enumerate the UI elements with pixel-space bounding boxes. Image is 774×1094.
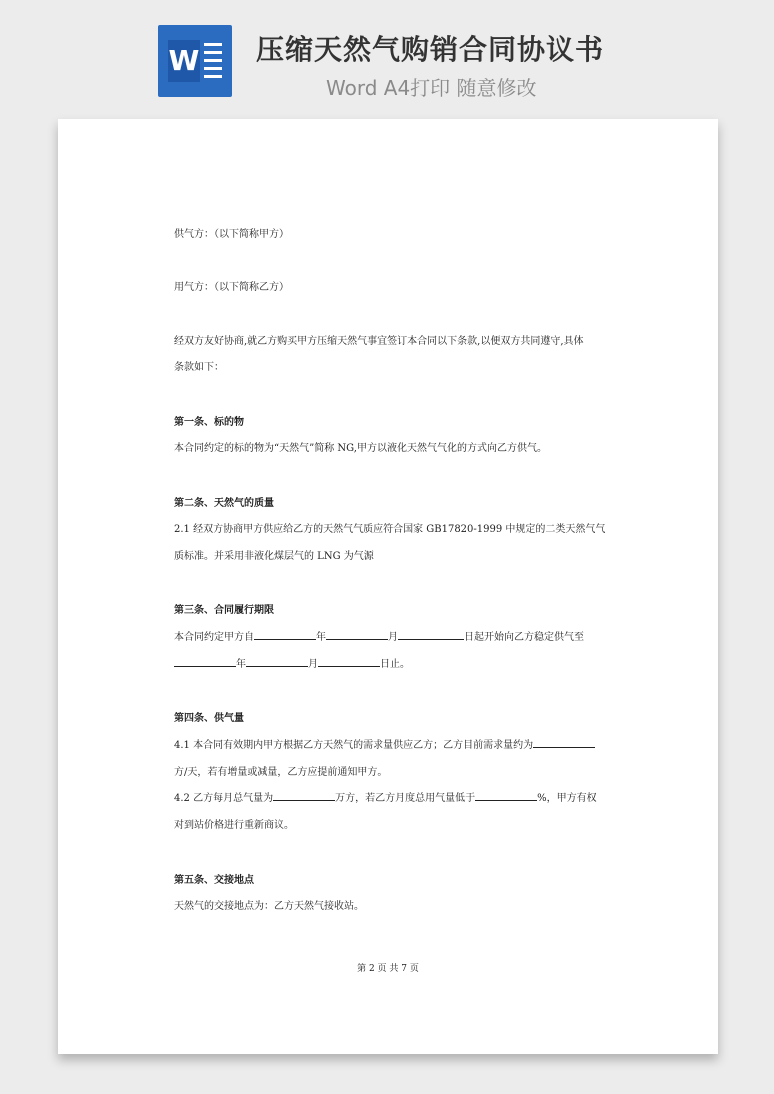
blank-field[interactable] (475, 790, 537, 801)
page-footer: 第 2 页 共 7 页 (357, 964, 419, 974)
article-3-year-end: 年 (236, 659, 246, 670)
article-3-text-b: 日起开始向乙方稳定供气至 (464, 632, 584, 643)
article-4-2-text-b: 万方，若乙方月度总用气量低于 (335, 793, 476, 804)
document-page (58, 119, 718, 1054)
watermark (90, 479, 114, 508)
article-3-text-a: 本合同约定甲方自 (174, 632, 254, 643)
blank-field[interactable] (318, 656, 380, 667)
article-4-2-text-a: 4.2 乙方每月总气量为 (174, 793, 274, 804)
intro-line-1: 经双方友好协商,就乙方购买甲方压缩天然气事宜签订本合同以下条款,以便双方共同遵守,具体 (174, 336, 584, 347)
article-5-body: 天然气的交接地点为：乙方天然气接收站。 (174, 901, 364, 912)
article-1-title: 第一条、标的物 (174, 417, 244, 428)
blank-field[interactable] (174, 656, 236, 667)
article-4-title: 第四条、供气量 (174, 713, 244, 724)
article-2-title: 第二条、天然气的质量 (174, 498, 274, 509)
blank-field[interactable] (398, 629, 464, 640)
article-4-2-line-2: 对到站价格进行重新商议。 (174, 820, 294, 831)
word-logo-letter: W (168, 40, 200, 82)
page-subtitle: Word A4打印 随意修改 (326, 76, 537, 100)
article-4-1-line-1 (174, 736, 595, 751)
blank-field[interactable] (254, 629, 316, 640)
article-4-1-text: 4.1 本合同有效期内甲方根据乙方天然气的需求量供应乙方；乙方目前需求量约为 (174, 740, 534, 751)
word-logo-lines (204, 43, 222, 83)
article-3-year: 年 (316, 632, 326, 643)
article-2-body-2: 质标准。并采用非液化煤层气的 LNG 为气源 (174, 551, 374, 562)
article-5-title: 第五条、交接地点 (174, 875, 254, 886)
article-3-day-end: 日止。 (380, 659, 410, 670)
article-3-month-end: 月 (308, 659, 318, 670)
blank-field[interactable] (273, 790, 335, 801)
article-4-2-line-1 (174, 789, 597, 804)
word-icon (158, 25, 232, 97)
header (0, 0, 774, 118)
article-3-title: 第三条、合同履行期限 (174, 605, 274, 616)
article-3-month: 月 (388, 632, 398, 643)
intro-line-2: 条款如下： (174, 362, 224, 373)
blank-field[interactable] (326, 629, 388, 640)
article-3-line-2 (174, 655, 410, 670)
blank-field[interactable] (533, 737, 595, 748)
article-4-1-line-2: 方/天，若有增量或减量，乙方应提前通知甲方。 (174, 767, 388, 778)
blank-field[interactable] (246, 656, 308, 667)
party-a-line: 供气方：（以下简称甲方） (174, 229, 289, 240)
page-title: 压缩天然气购销合同协议书 (256, 33, 605, 66)
party-b-line: 用气方：（以下简称乙方） (174, 282, 289, 293)
article-4-2-text-c: %，甲方有权 (537, 793, 597, 804)
article-3-line-1 (174, 628, 584, 643)
article-1-body: 本合同约定的标的物为“天然气”简称 NG,甲方以液化天然气气化的方式向乙方供气。 (174, 443, 547, 454)
article-2-body-1: 2.1 经双方协商甲方供应给乙方的天然气气质应符合国家 GB17820-1999 中规定的二类天然气气 (174, 524, 606, 535)
